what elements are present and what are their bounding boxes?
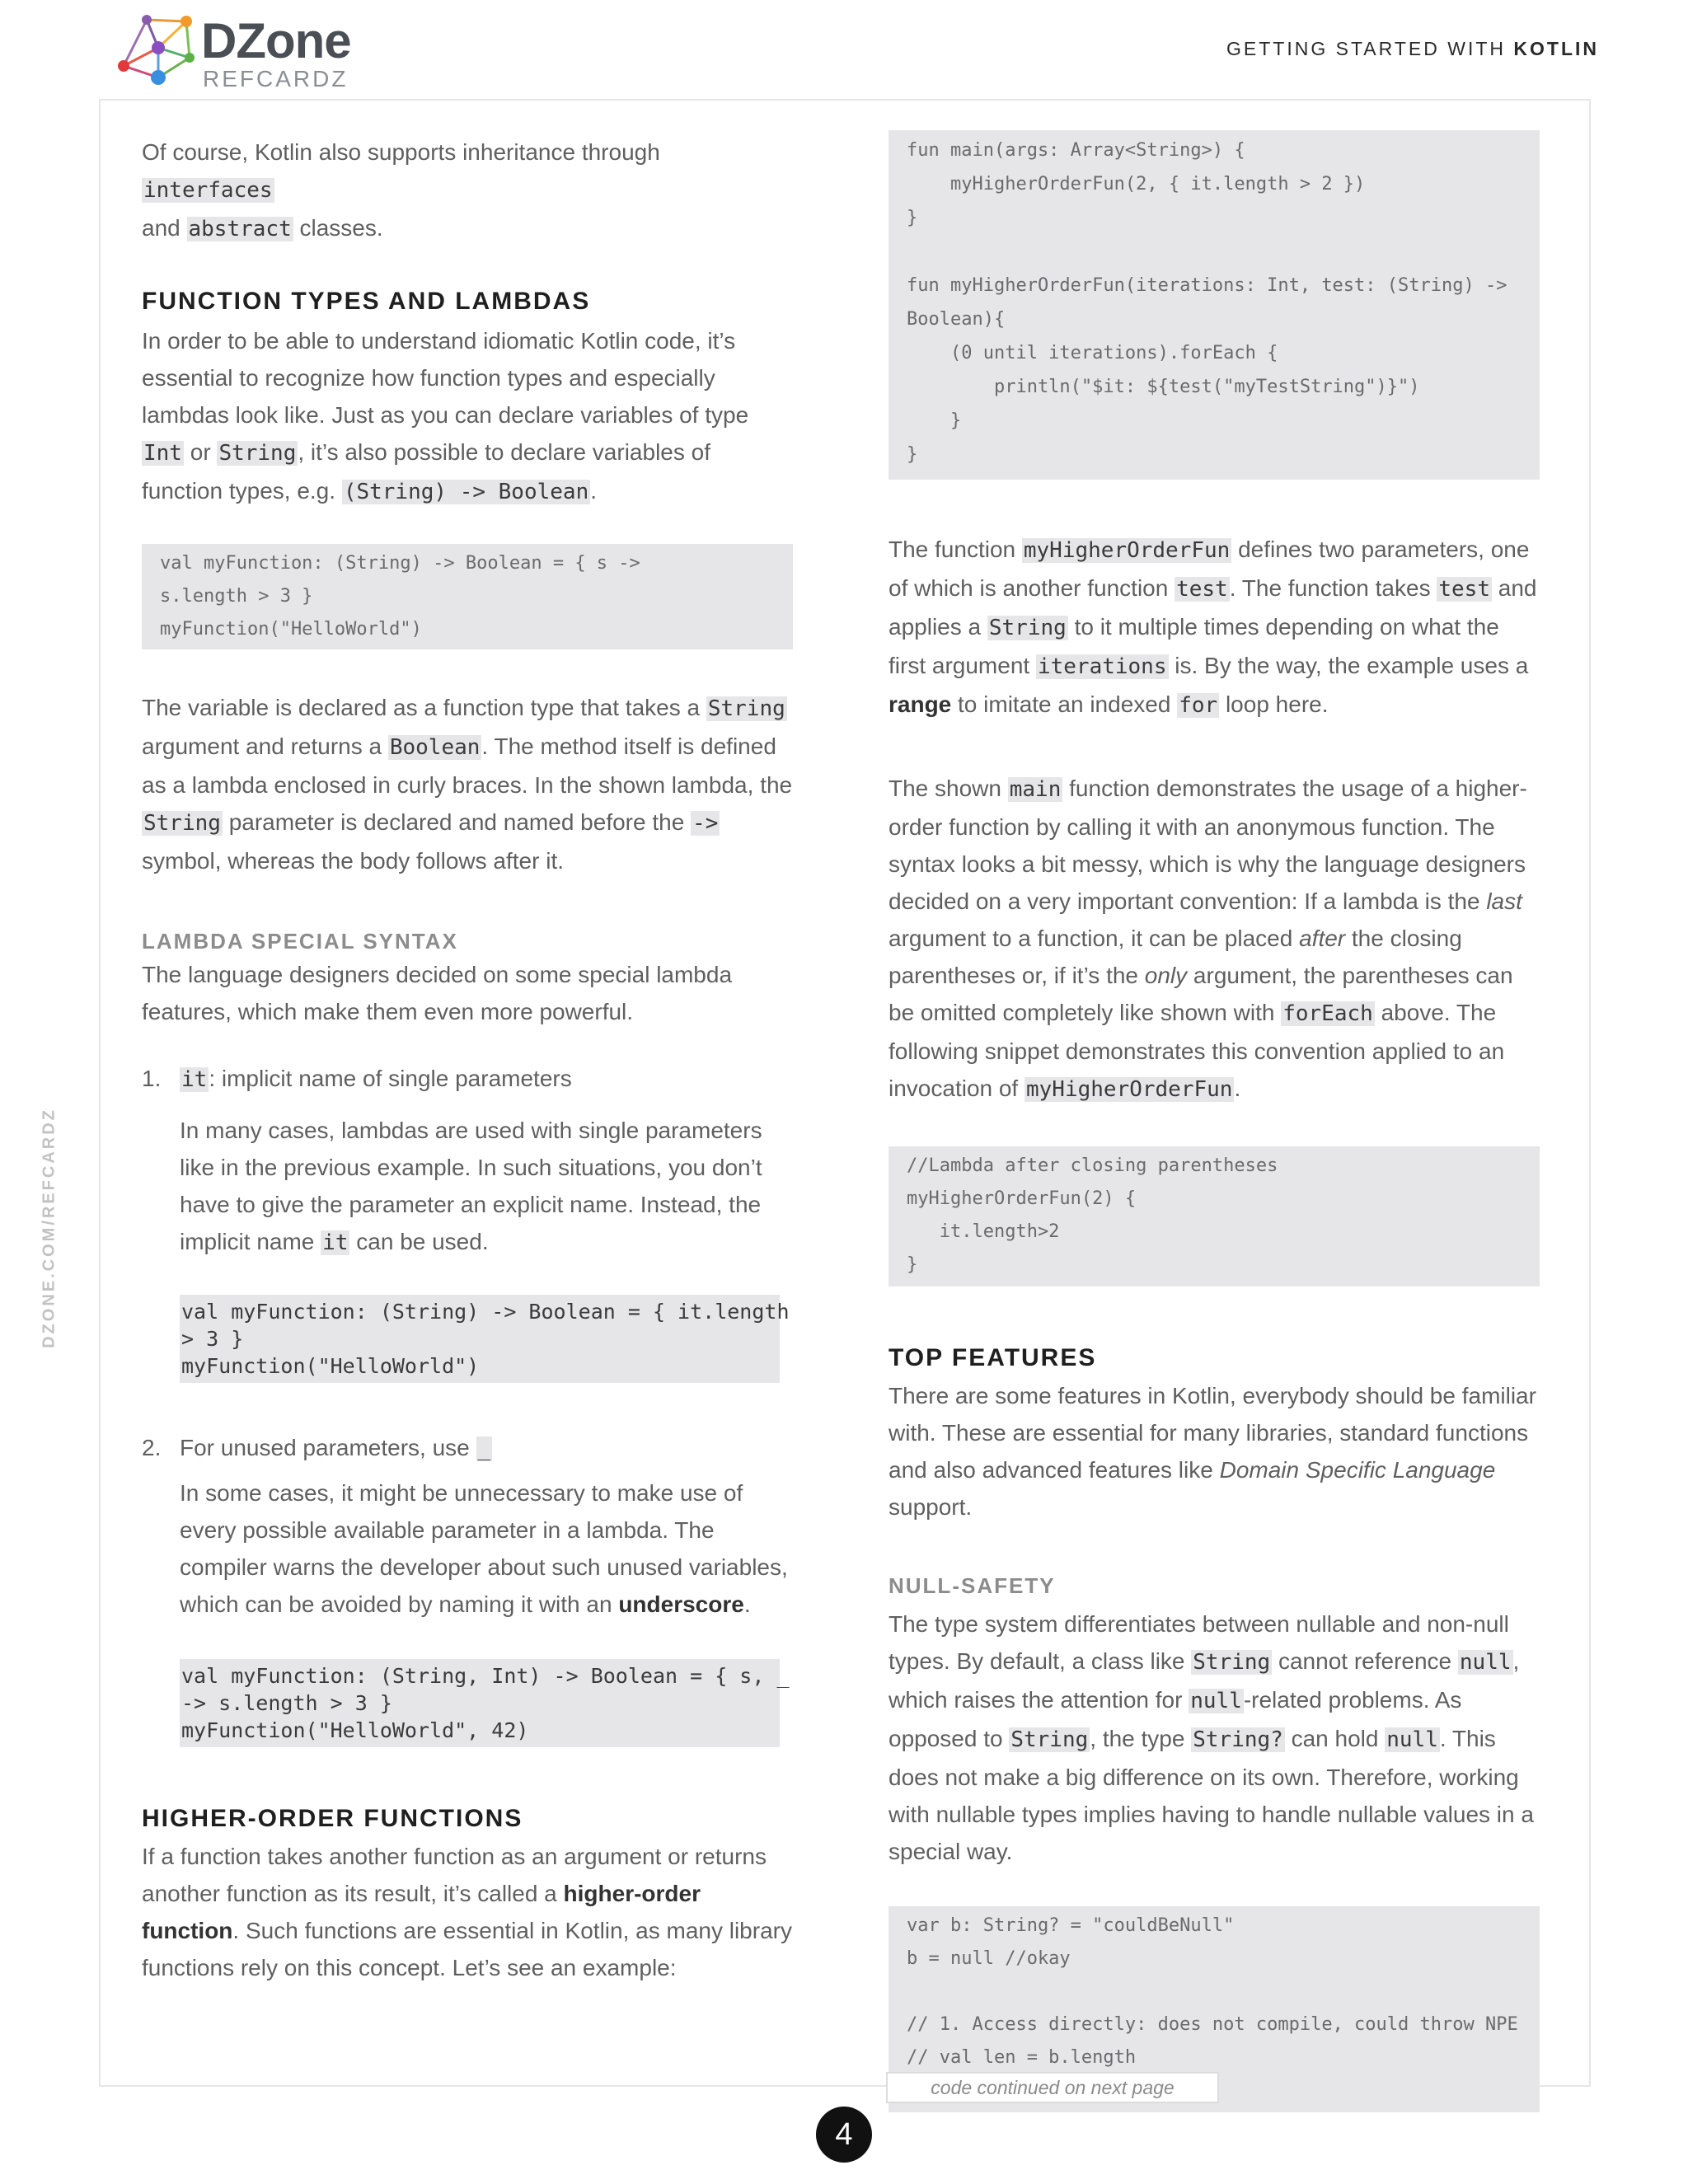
list-number: 2. [142,1435,162,1460]
heading-lambda-special-syntax: LAMBDA SPECIAL SYNTAX [142,929,458,954]
left-column [142,124,793,1986]
list-number: 1. [142,1066,162,1091]
code-block-implicit-it: val myFunction: (String) -> Boolean = { it.length > 3 } myFunction("HelloWorld") [180,1295,780,1383]
list-item-body: In some cases, it might be unnecessary to make use of every possible available parameter in a lambda. The compiler warns the developer about such unused variables, which can be avoided by naming it with an underscore. [180,1480,788,1617]
heading-top-features: TOP FEATURES [889,1344,1097,1371]
variable-paragraph: The variable is declared as a function type that takes a String argument and returns a Boolean. The method itself is defined as a lambda enclosed in curly braces. In the shown lambda, the String parameter is declared and named before the -> symbol, whereas the body follows after it. [142,695,793,874]
higher-order-paragraph: If a function takes another function as an argument or returns another function as its result, it’s called a higher-order function. Such functions are essential in Kotlin, as many library functions rely on this concept. Let’s see an example: [142,1844,792,1980]
network-logo-icon [115,12,198,86]
heading-function-types: FUNCTION TYPES AND LAMBDAS [142,288,591,315]
list-item-underscore [142,1429,793,1747]
shown-main-paragraph: The shown main function demonstrates the usage of a higher-order function by calling it with an anonymous function. The syntax looks a bit messy, which is why the language designers decided on a very important convention: If a lambda is the last argument to a function, it can be placed after the closing parentheses or, if it’s the only argument, the parentheses can be omitted completely like shown with forEach above. The following snippet demonstrates this convention applied to an invocation of myHigherOrderFun. [889,776,1527,1102]
list-item-it [142,1060,793,1383]
logo-wordmark: DZone [201,13,351,68]
page-number: 4 [816,2107,872,2163]
code-block-higher-order: fun main(args: Array<String>) { myHigherOrderFun(2, { it.length > 2 }) } fun myHigherOrderFun(iterations: Int, test: (String) -> Boolean){ (0 until iterations).forEach { println("$it: ${test("myTestString")}") } } [889,130,1540,480]
logo-subtitle: REFCARDZ [203,66,349,91]
heading-null-safety: NULL-SAFETY [889,1573,1056,1598]
sidebar-url[interactable]: DZONE.COM/REFCARDZ [40,1108,59,1348]
running-header: GETTING STARTED WITH KOTLIN [1226,38,1599,59]
code-block-function-type: val myFunction: (String) -> Boolean = { s -> s.length > 3 } myFunction("HelloWorld") [142,544,793,649]
list-item-body: In many cases, lambdas are used with single parameters like in the previous example. In such situations, you don’t have to give the parameter an explicit name. Instead, the implicit name it can be used. [180,1118,762,1255]
dzone-logo[interactable] [115,12,363,91]
list-item-title: it: implicit name of single parameters [181,1066,572,1092]
intro-paragraph: Of course, Kotlin also supports inheritance through interfaces and abstract classes. [142,139,660,241]
function-types-paragraph: In order to be able to understand idiomatic Kotlin code, it’s essential to recognize how function types and especially lambdas look like. Just as you can declare variables of type Int or String, it’s also possible to declare variables of function types, e.g. (String) -> Boolean. [142,328,749,504]
heading-higher-order: HIGHER-ORDER FUNCTIONS [142,1805,523,1832]
code-block-underscore: val myFunction: (String, Int) -> Boolean = { s, _ -> s.length > 3 } myFunction("HelloWorld", 42) [180,1659,780,1747]
code-block-nullable: var b: String? = "couldBeNull" b = null //okay // 1. Access directly: does not compile, could throw NPE // val len = b.length [889,1906,1540,2112]
list-item-title: For unused parameters, use _ [180,1435,491,1461]
right-column [889,130,1540,2112]
my-higher-order-paragraph: The function myHigherOrderFun defines two parameters, one of which is another function test. The function takes test and applies a String to it multiple times depending on what the first argument iterations is. By the way, the example uses a range to imitate an indexed for loop here. [889,537,1537,718]
top-features-paragraph: There are some features in Kotlin, everybody should be familiar with. These are essential for many libraries, standard functions and also advanced features like Domain Specific Language support. [889,1383,1536,1520]
lambda-special-paragraph: The language designers decided on some special lambda features, which make them even more powerful. [142,962,733,1024]
code-block-lambda-after-parens: //Lambda after closing parentheses myHigherOrderFun(2) { it.length>2 } [889,1146,1540,1286]
code-continued-note: code continued on next page [886,2072,1219,2103]
null-safety-paragraph: The type system differentiates between nullable and non-null types. By default, a class like String cannot reference null, which raises the attention for null-related problems. As opposed to String, the type String? can hold null. This does not make a big difference on its own. Therefore, working with nullable types implies having to handle nullable values in a special way. [889,1611,1534,1864]
